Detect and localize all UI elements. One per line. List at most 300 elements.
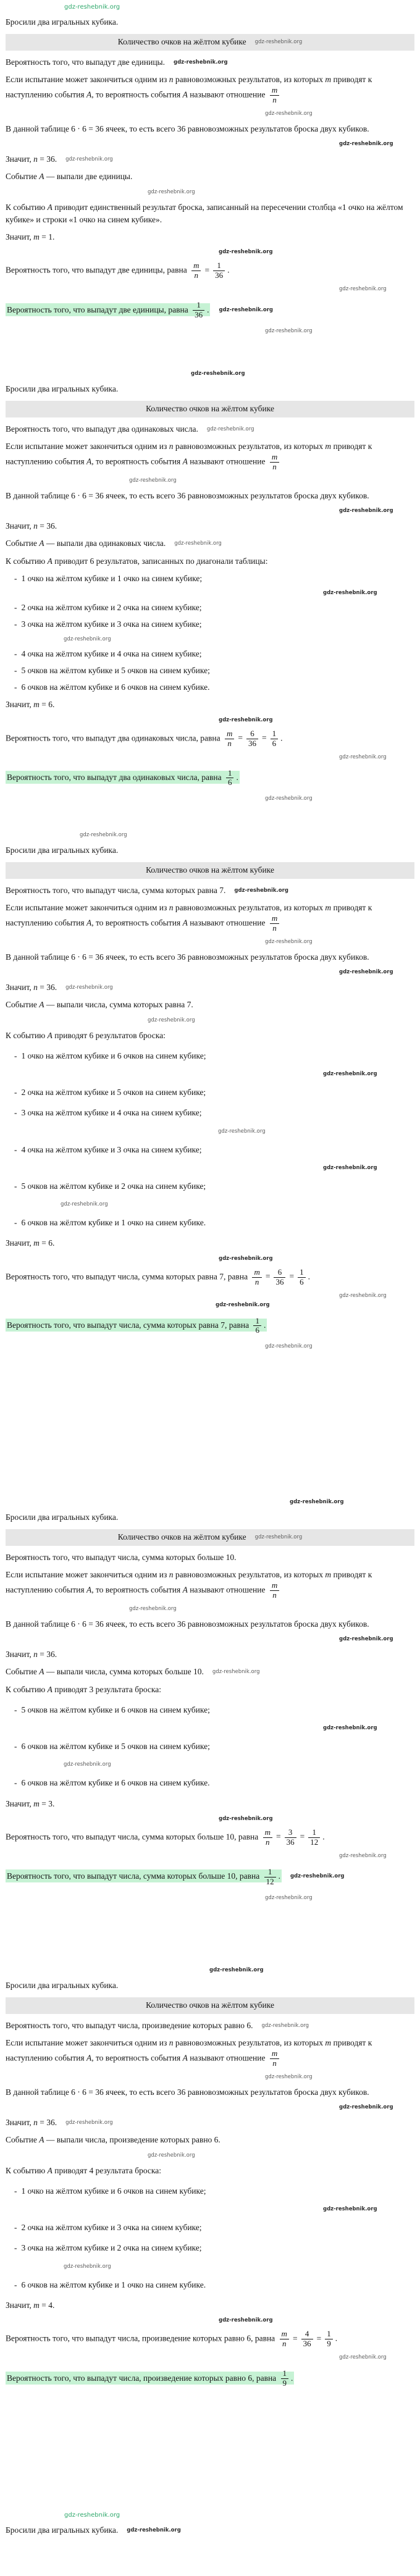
watermark: gdz-reshebnik.org [148, 1017, 195, 1023]
list-dash: - [14, 2186, 17, 2196]
watermark: gdz-reshebnik.org [65, 156, 113, 163]
denominator: n [227, 738, 232, 748]
list-dash: - [14, 2243, 17, 2253]
watermark: gdz-reshebnik.org [339, 969, 393, 976]
outcome-item: - 2 очка на жёлтом кубике и 5 очков на синем кубике; [14, 1088, 206, 1097]
var-n: n [33, 154, 38, 164]
var-m: m [33, 232, 40, 242]
watermark: gdz-reshebnik.org [265, 2073, 313, 2080]
section-3 [6, 831, 414, 1497]
watermark: gdz-reshebnik.org [206, 426, 254, 432]
denominator: 6 [227, 778, 232, 787]
answer-highlight [6, 1868, 414, 1887]
list-dash: - [14, 2223, 17, 2233]
list-dash: - [14, 573, 17, 583]
numerator: 6 [274, 1268, 285, 1278]
problem-statement [6, 2524, 414, 2536]
outcome-item: - 6 очков на жёлтом кубике и 1 очко на синем кубике. [14, 2280, 206, 2289]
equals-sign: = [292, 2333, 298, 2343]
watermark: gdz-reshebnik.org [339, 1292, 387, 1299]
var-m: m [33, 2300, 40, 2310]
fraction-value [274, 1268, 285, 1287]
numerator: 1 [325, 2330, 333, 2339]
numerator: m [270, 86, 279, 96]
watermark: gdz-reshebnik.org [80, 832, 127, 838]
list-dash: - [14, 1742, 17, 1752]
var-n: n [169, 902, 174, 912]
var-A: A [39, 2135, 44, 2145]
probability-line: Вероятность того, что выпадут числа, сумма которых больше 10, равна $\frac{m}{n}$ = $\frac{3}{36}$ = $\frac{1}{12}$ . [6, 1827, 325, 1847]
fraction-m-over-n [270, 453, 279, 472]
watermark: gdz-reshebnik.org [129, 477, 177, 484]
answer-highlight-text: Вероятность того, что выпадут две единицы, равна $\frac{1}{36}$ . [7, 300, 209, 320]
problem-statement [6, 844, 414, 857]
denominator: 36 [275, 1277, 284, 1286]
section-1 [6, 3, 414, 369]
event-line: Событие A — выпали числа, сумма которых равна 7. [6, 1000, 193, 1010]
numerator: 1 [298, 1268, 306, 1278]
watermark: gdz-reshebnik.org [339, 2104, 393, 2111]
lead-line: К событию A приводят 6 результатов броска: [6, 1030, 166, 1040]
watermark: gdz-reshebnik.org [219, 249, 273, 256]
watermark: gdz-reshebnik.org [148, 188, 195, 195]
watermark: gdz-reshebnik.org [218, 1128, 266, 1135]
var-A: A [47, 556, 52, 566]
event-line: Событие A — выпали числа, произведение которых равно 6. [6, 2135, 220, 2145]
denominator: 6 [255, 1325, 259, 1335]
watermark: gdz-reshebnik.org [290, 1873, 345, 1880]
watermark: gdz-reshebnik.org [265, 938, 313, 945]
problem-statement [6, 1511, 414, 1524]
var-A: A [39, 539, 44, 548]
watermark: gdz-reshebnik.org [323, 590, 377, 597]
outcome-item: - 6 очков на жёлтом кубике и 1 очко на синем кубике. [14, 1218, 206, 1228]
list-dash: - [14, 1144, 17, 1154]
fraction-value [213, 261, 225, 280]
watermark: gdz-reshebnik.org [65, 2120, 113, 2126]
var-A: A [182, 456, 188, 466]
answer-highlight [6, 769, 414, 788]
outcome-item: - 6 очков на жёлтом кубике и 6 очков на синем кубике. [14, 682, 210, 692]
definition-paragraph: Если испытание может закончиться одним из n равновозможных результатов, из которых m приводят к наступлению события A, то вероятность события A называют отношение $\frac{m}{n}$ [6, 74, 372, 104]
var-A: A [86, 918, 92, 928]
numerator: 6 [246, 729, 258, 739]
task-text: Вероятность того, что выпадут числа, сумма которых равна 7. [6, 885, 226, 895]
probability-line: Вероятность того, что выпадут две единицы, равна $\frac{m}{n}$ = $\frac{1}{36}$ . [6, 261, 230, 280]
problem-statement [6, 383, 414, 395]
fraction-m-over-n [252, 1268, 261, 1287]
watermark: gdz-reshebnik.org [323, 1164, 377, 1171]
list-dash: - [14, 603, 17, 613]
watermark: gdz-reshebnik.org [219, 1255, 273, 1262]
event-line: Событие A — выпали числа, сумма которых больше 10. gdz-reshebnik.org [6, 1667, 260, 1677]
watermark: gdz-reshebnik.org [64, 4, 120, 10]
equals-sign: = [261, 733, 267, 743]
var-n: n [33, 521, 38, 531]
table-note: В данной таблице 6 · 6 = 36 ячеек, то есть всего 36 равновозможных результатов броска двух кубиков. [6, 490, 369, 500]
m-line: Значит, m = 1. [6, 232, 55, 242]
definition-paragraph: Если испытание может закончиться одним из n равновозможных результатов, из которых m приводят к наступлению события A, то вероятность события A называют отношение $\frac{m}{n}$ [6, 441, 372, 471]
denominator: 12 [266, 1876, 274, 1886]
task-text: Вероятность того, что выпадут два одинаковых числа. [6, 424, 198, 434]
fraction-m-over-n [225, 729, 234, 749]
list-dash: - [14, 1705, 17, 1714]
var-A: A [47, 202, 52, 212]
outcome-item: - 2 очка на жёлтом кубике и 3 очка на синем кубике; [14, 2223, 202, 2233]
watermark: gdz-reshebnik.org [265, 1343, 313, 1350]
var-A: A [182, 90, 188, 99]
outcome-item: - 6 очков на жёлтом кубике и 6 очков на синем кубике. [14, 1778, 210, 1788]
n-line: Значит, n = 36. gdz-reshebnik.org [6, 2118, 113, 2128]
numerator: m [263, 1828, 272, 1838]
m-line: Значит, m = 4. [6, 2300, 55, 2310]
task-text: Вероятность того, что выпадут числа, сумма которых больше 10. [6, 1552, 237, 1562]
numerator: m [270, 1581, 279, 1591]
equals-sign: = [275, 1832, 281, 1842]
definition-paragraph: Если испытание может закончиться одним из n равновозможных результатов, из которых m приводят к наступлению события A, то вероятность события A называют отношение $\frac{m}{n}$ [6, 2037, 372, 2068]
table-title [6, 862, 414, 878]
watermark: gdz-reshebnik.org [265, 110, 313, 117]
numerator: 1 [308, 1828, 320, 1838]
probability-line: Вероятность того, что выпадут числа, сумма которых равна 7, равна $\frac{m}{n}$ = $\frac{6}{36}$ = $\frac{1}{6}$ . [6, 1267, 310, 1286]
section-4 [6, 1498, 414, 1965]
var-A: A [182, 2053, 188, 2063]
denominator: 36 [215, 271, 224, 280]
fraction-value [271, 729, 279, 749]
list-dash: - [14, 1181, 17, 1191]
denominator: n [272, 923, 277, 933]
numerator: m [252, 1268, 261, 1278]
watermark: gdz-reshebnik.org [339, 1852, 387, 1859]
table-title [6, 1997, 414, 2013]
var-A: A [47, 1030, 52, 1040]
table-title-text: Количество очков на жёлтом кубике [146, 865, 274, 875]
problem-statement-text: Бросили два игральных кубика. [6, 2525, 119, 2535]
denominator: 36 [248, 738, 256, 748]
var-A: A [182, 918, 188, 928]
watermark: gdz-reshebnik.org [129, 1605, 177, 1612]
watermark: gdz-reshebnik.org [219, 2317, 273, 2324]
outcome-item: - 3 очка на жёлтом кубике и 2 очка на синем кубике; [14, 2243, 202, 2253]
table-title-text: Количество очков на жёлтом кубике [146, 2000, 274, 2010]
watermark: gdz-reshebnik.org [339, 286, 387, 293]
watermark: gdz-reshebnik.org [148, 2152, 195, 2159]
denominator: 36 [303, 2339, 311, 2349]
numerator: 1 [264, 1868, 276, 1877]
list-dash: - [14, 1778, 17, 1788]
task-text: Вероятность того, что выпадут две единицы. [6, 57, 166, 67]
var-A: A [182, 1585, 188, 1595]
equals-sign: = [316, 2333, 322, 2343]
var-m: m [325, 1569, 332, 1579]
problem-statement-text: Бросили два игральных кубика. [6, 17, 119, 27]
n-line: Значит, n = 36. [6, 521, 57, 531]
denominator: 36 [195, 310, 203, 320]
list-dash: - [14, 1108, 17, 1118]
fraction-value [308, 1828, 320, 1847]
numerator: 1 [253, 1317, 261, 1327]
lead-line: К событию A приводит единственный результат броска, записанный на пересечении столбца «1 очко на жёлтом кубике» и строки «1 очко на синем кубике». [6, 202, 403, 224]
list-dash: - [14, 1051, 17, 1060]
outcome-list [6, 2185, 414, 2291]
answer-highlight [6, 2369, 414, 2388]
watermark: gdz-reshebnik.org [323, 2206, 377, 2213]
var-n: n [33, 1650, 38, 1659]
fraction-value [246, 729, 258, 749]
watermark: gdz-reshebnik.org [254, 1534, 303, 1541]
task-text: Вероятность того, что выпадут числа, произведение которых равно 6. [6, 2020, 253, 2030]
fraction-answer [226, 769, 234, 788]
watermark: gdz-reshebnik.org [212, 1669, 260, 1676]
watermark: gdz-reshebnik.org [64, 2263, 111, 2270]
equals-sign: = [265, 1272, 271, 1282]
table-note: В данной таблице 6 · 6 = 36 ячеек, то есть всего 36 равновозможных результатов броска двух кубиков. [6, 952, 369, 962]
table-title-text: Количество очков на жёлтом кубике [146, 404, 274, 414]
problem-statement [6, 1979, 414, 1992]
fraction-value [285, 1828, 296, 1847]
table-title-text: Количество очков на жёлтом кубике [117, 1532, 246, 1542]
fraction-answer [193, 301, 204, 320]
fraction-value [298, 1268, 306, 1287]
outcome-item: - 3 очка на жёлтом кубике и 3 очка на синем кубике; [14, 619, 202, 629]
equals-sign: = [289, 1272, 295, 1282]
table-note: В данной таблице 6 · 6 = 36 ячеек, то есть всего 36 равновозможных результатов броска двух кубиков. [6, 2087, 369, 2097]
table-title-text: Количество очков на жёлтом кубике [117, 37, 246, 47]
probability-line: Вероятность того, что выпадут два одинаковых числа, равна $\frac{m}{n}$ = $\frac{6}{36}$ = $\frac{1}{6}$ . [6, 728, 283, 748]
task-line [6, 56, 414, 69]
var-n: n [169, 1569, 174, 1579]
watermark: gdz-reshebnik.org [339, 2354, 387, 2360]
fraction-answer [281, 2369, 289, 2388]
denominator: n [272, 461, 277, 471]
var-n: n [169, 74, 174, 84]
numerator: m [270, 2049, 279, 2059]
denominator: 6 [300, 1277, 304, 1286]
numerator: 3 [285, 1828, 296, 1838]
denominator: 36 [286, 1837, 295, 1847]
table-note: В данной таблице 6 · 6 = 36 ячеек, то есть всего 36 равновозможных результатов броска двух кубиков. [6, 124, 369, 133]
list-dash: - [14, 682, 17, 692]
lead-line: К событию A приводят 4 результата броска: [6, 2165, 162, 2175]
watermark: gdz-reshebnik.org [174, 540, 222, 547]
list-dash: - [14, 1218, 17, 1228]
var-A: A [39, 1000, 44, 1010]
problem-statement-text: Бросили два игральных кубика. [6, 845, 119, 855]
answer-highlight [6, 301, 414, 320]
numerator: 1 [226, 769, 234, 779]
answer-highlight [6, 1317, 414, 1336]
numerator: 4 [301, 2330, 313, 2339]
table-title [6, 401, 414, 417]
outcome-item: - 5 очков на жёлтом кубике и 6 очков на синем кубике; [14, 1705, 210, 1714]
numerator: 1 [213, 261, 225, 271]
watermark: gdz-reshebnik.org [219, 1815, 273, 1822]
lead-line: К событию A приводят 3 результата броска: [6, 1684, 162, 1694]
list-dash: - [14, 1088, 17, 1097]
denominator: 9 [282, 2378, 287, 2388]
outcome-item: - 5 очков на жёлтом кубике и 2 очка на синем кубике; [14, 1181, 206, 1191]
problem-statement-text: Бросили два игральных кубика. [6, 1512, 119, 1522]
list-dash: - [14, 2280, 17, 2289]
fraction-value [301, 2330, 313, 2349]
outcome-item: - 1 очко на жёлтом кубике и 6 очков на синем кубике; [14, 1051, 206, 1060]
denominator: n [254, 1277, 259, 1286]
watermark: gdz-reshebnik.org [216, 1301, 270, 1308]
var-A: A [86, 2053, 92, 2063]
var-n: n [33, 2118, 38, 2128]
fraction-value [325, 2330, 333, 2349]
var-A: A [86, 456, 92, 466]
answer-highlight-text: Вероятность того, что выпадут числа, сумма которых равна 7, равна $\frac{1}{6}$ . [7, 1315, 266, 1335]
outcome-list [6, 1050, 414, 1230]
outcome-item: - 5 очков на жёлтом кубике и 5 очков на синем кубике; [14, 665, 210, 675]
watermark: gdz-reshebnik.org [339, 141, 393, 148]
var-m: m [33, 700, 40, 710]
denominator: 12 [310, 1837, 319, 1847]
table-title [6, 1529, 414, 1545]
m-line: Значит, m = 6. [6, 1238, 55, 1248]
outcome-item: - 6 очков на жёлтом кубике и 5 очков на синем кубике; [14, 1742, 210, 1752]
denominator: n [266, 1837, 270, 1847]
m-line: Значит, m = 6. [6, 700, 55, 710]
event-line: Событие A — выпали два одинаковых числа. gdz-reshebnik.org [6, 539, 222, 548]
task-line [6, 2020, 414, 2032]
task-line [6, 1551, 414, 1564]
var-m: m [33, 1798, 40, 1808]
var-n: n [169, 441, 174, 451]
list-dash: - [14, 648, 17, 658]
watermark: gdz-reshebnik.org [61, 1201, 108, 1208]
fraction-m-over-n [270, 2049, 279, 2068]
numerator: m [270, 914, 279, 924]
event-line: Событие A — выпали две единицы. [6, 172, 133, 182]
answer-highlight-text: Вероятность того, что выпадут два одинаковых числа, равна $\frac{1}{6}$ . [7, 768, 238, 787]
numerator: 1 [271, 729, 279, 739]
var-A: A [39, 1667, 44, 1677]
outcome-item: - 1 очко на жёлтом кубике и 6 очков на синем кубике; [14, 2186, 206, 2196]
denominator: n [272, 1590, 277, 1600]
list-dash: - [14, 665, 17, 675]
answer-highlight-text: Вероятность того, что выпадут числа, произведение которых равно 6, равна $\frac{1}{9}$ . [7, 2368, 293, 2388]
outcome-list [6, 1704, 414, 1790]
n-line: Значит, n = 36. [6, 1650, 57, 1659]
watermark: gdz-reshebnik.org [127, 2527, 181, 2533]
definition-paragraph: Если испытание может закончиться одним из n равновозможных результатов, из которых m приводят к наступлению события A, то вероятность события A называют отношение $\frac{m}{n}$ [6, 1569, 372, 1600]
watermark: gdz-reshebnik.org [254, 39, 303, 46]
problem-statement [6, 16, 414, 28]
problem-statement-text: Бросили два игральных кубика. [6, 384, 119, 393]
watermark: gdz-reshebnik.org [290, 1499, 344, 1505]
fraction-m-over-n [263, 1828, 272, 1847]
outcome-item: - 2 очка на жёлтом кубике и 2 очка на синем кубике; [14, 603, 202, 613]
m-line: Значит, m = 3. [6, 1798, 55, 1808]
numerator: m [280, 2330, 289, 2339]
var-A: A [86, 90, 92, 99]
var-m: m [325, 441, 332, 451]
numerator: m [191, 261, 201, 271]
denominator: 9 [327, 2339, 331, 2349]
problem-statement-text: Бросили два игральных кубика. [6, 1981, 119, 1990]
fraction-answer [253, 1317, 261, 1336]
fraction-m-over-n [280, 2330, 289, 2349]
var-A: A [86, 1585, 92, 1595]
fraction-m-over-n [270, 1581, 279, 1600]
watermark: gdz-reshebnik.org [265, 795, 313, 802]
equals-sign: = [238, 733, 243, 743]
var-m: m [33, 1238, 40, 1248]
watermark: gdz-reshebnik.org [64, 1761, 111, 1768]
watermark: gdz-reshebnik.org [64, 636, 111, 642]
task-line [6, 884, 414, 897]
numerator: 1 [281, 2369, 289, 2379]
fraction-answer [264, 1868, 276, 1887]
watermark: gdz-reshebnik.org [219, 716, 273, 723]
lead-line: К событию A приводит 6 результатов, записанных по диагонали таблицы: [6, 556, 268, 566]
numerator: 1 [193, 301, 204, 311]
outcome-item: - 3 очка на жёлтом кубике и 4 очка на синем кубике; [14, 1108, 202, 1118]
answer-highlight-text: Вероятность того, что выпадут числа, сумма которых больше 10, равна $\frac{1}{12}$ . [7, 1866, 280, 1886]
numerator: m [225, 729, 234, 739]
watermark: gdz-reshebnik.org [261, 2022, 309, 2029]
fraction-m-over-n [270, 914, 279, 933]
watermark: gdz-reshebnik.org [65, 984, 113, 991]
denominator: n [272, 94, 277, 104]
n-line: Значит, n = 36. gdz-reshebnik.org [6, 983, 113, 992]
var-A: A [39, 172, 44, 182]
var-n: n [33, 983, 38, 992]
watermark: gdz-reshebnik.org [209, 1967, 264, 1973]
fraction-m-over-n [191, 261, 201, 280]
var-A: A [47, 1684, 52, 1694]
watermark: gdz-reshebnik.org [323, 1071, 377, 1078]
numerator: m [270, 453, 279, 463]
outcome-item: - 4 очка на жёлтом кубике и 4 очка на синем кубике; [14, 648, 202, 658]
outcome-item: - 4 очка на жёлтом кубике и 3 очка на синем кубике; [14, 1144, 202, 1154]
task-line [6, 423, 414, 435]
watermark: gdz-reshebnik.org [265, 328, 313, 335]
watermark: gdz-reshebnik.org [265, 1894, 313, 1901]
watermark: gdz-reshebnik.org [339, 508, 393, 514]
denominator: n [272, 2058, 277, 2068]
n-line: Значит, n = 36. gdz-reshebnik.org [6, 154, 113, 164]
equals-sign: = [204, 265, 210, 275]
table-title [6, 34, 414, 50]
watermark: gdz-reshebnik.org [219, 306, 273, 313]
var-m: m [325, 902, 332, 912]
section-5 [6, 1966, 414, 2510]
list-dash: - [14, 619, 17, 629]
fraction-m-over-n [270, 86, 279, 105]
var-A: A [47, 2165, 52, 2175]
var-m: m [325, 74, 332, 84]
denominator: n [194, 271, 199, 280]
denominator: n [282, 2339, 287, 2349]
probability-line: Вероятность того, что выпадут числа, произведение которых равно 6, равна $\frac{m}{n}$ = $\frac{4}{36}$ = $\frac{1}{9}$ . [6, 2329, 338, 2349]
watermark: gdz-reshebnik.org [339, 753, 387, 760]
watermark: gdz-reshebnik.org [323, 1725, 377, 1732]
watermark: gdz-reshebnik.org [234, 887, 288, 894]
outcome-item: - 1 очко на жёлтом кубике и 1 очко на синем кубике; [14, 573, 203, 583]
definition-paragraph: Если испытание может закончиться одним из n равновозможных результатов, из которых m приводят к наступлению события A, то вероятность события A называют отношение $\frac{m}{n}$ [6, 902, 372, 933]
watermark: gdz-reshebnik.org [174, 59, 228, 65]
watermark: gdz-reshebnik.org [339, 1636, 393, 1643]
equals-sign: = [300, 1832, 305, 1842]
outcome-list [6, 573, 414, 694]
watermark: gdz-reshebnik.org [64, 2512, 120, 2519]
var-m: m [325, 2037, 332, 2047]
watermark: gdz-reshebnik.org [191, 371, 245, 377]
table-note: В данной таблице 6 · 6 = 36 ячеек, то есть всего 36 равновозможных результатов броска двух кубиков. [6, 1619, 369, 1629]
